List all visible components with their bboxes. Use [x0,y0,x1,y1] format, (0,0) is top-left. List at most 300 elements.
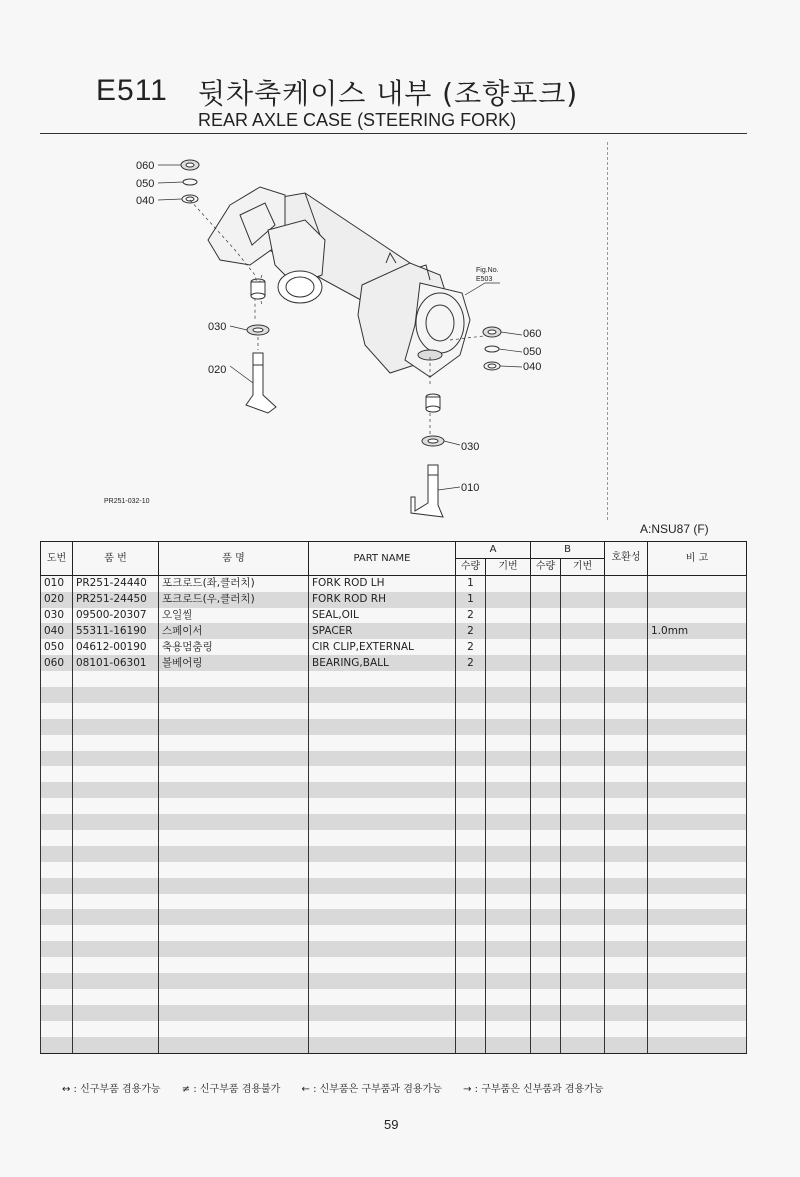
legend-item: ↔ : 신구부품 겸용가능 [62,1084,161,1095]
cell-base-a [486,846,531,862]
cell-qty-b [531,766,561,782]
cell-no: 010 [41,575,73,591]
cell-compat [605,814,648,830]
cell-qty-a [456,846,486,862]
cell-no [41,973,73,989]
cell-qty-b [531,687,561,703]
cell-remark [648,878,747,894]
cell-base-b [561,798,605,814]
cell-base-a [486,957,531,973]
cell-base-b [561,830,605,846]
cell-qty-b [531,862,561,878]
cell-no: 040 [41,623,73,639]
cell-part-no [73,878,159,894]
cell-part-no: 55311-16190 [73,623,159,639]
cell-name-kr [159,830,309,846]
cell-base-a [486,1037,531,1053]
cell-remark [648,909,747,925]
cell-compat [605,782,648,798]
cell-name-en [309,703,456,719]
cell-name-kr [159,1005,309,1021]
cell-part-no [73,862,159,878]
cell-remark [648,735,747,751]
exploded-diagram [90,145,610,520]
cell-base-b [561,655,605,671]
cell-no [41,1037,73,1053]
cell-part-no [73,909,159,925]
cell-base-a [486,973,531,989]
cell-base-a [486,909,531,925]
cell-qty-b [531,798,561,814]
cell-no: 060 [41,655,73,671]
cell-part-no [73,894,159,910]
header-a: A [456,542,531,559]
cell-name-en [309,925,456,941]
cell-base-b [561,1005,605,1021]
callout-040-right: 040 [523,361,542,373]
cell-qty-a [456,1021,486,1037]
cell-qty-a [456,735,486,751]
cell-base-a [486,766,531,782]
cell-base-b [561,608,605,624]
cell-qty-b [531,973,561,989]
cell-name-kr: 포크로드(우,클러치) [159,592,309,608]
cell-name-kr [159,671,309,687]
cell-remark [648,1021,747,1037]
cell-part-no [73,957,159,973]
cell-base-b [561,751,605,767]
cell-remark: 1.0mm [648,623,747,639]
cell-qty-a [456,766,486,782]
cell-remark [648,1005,747,1021]
cell-qty-b [531,782,561,798]
cell-base-a [486,671,531,687]
cell-remark [648,671,747,687]
cell-remark [648,862,747,878]
cell-name-en [309,846,456,862]
cell-name-kr [159,862,309,878]
cell-qty-a [456,989,486,1005]
cell-base-a [486,941,531,957]
cell-no [41,1021,73,1037]
cell-remark [648,719,747,735]
legend-item: → : 구부품은 신부품과 겸용가능 [463,1084,604,1095]
cell-qty-b [531,592,561,608]
cell-remark [648,703,747,719]
callout-060-left: 060 [136,160,155,172]
cell-name-kr [159,735,309,751]
table-row [41,862,747,878]
callout-040-left: 040 [136,195,155,207]
cell-name-kr [159,973,309,989]
cell-name-en [309,687,456,703]
callout-010: 010 [461,482,480,494]
table-row [41,798,747,814]
cell-name-en [309,798,456,814]
cell-qty-a: 1 [456,575,486,591]
cell-compat [605,751,648,767]
cell-no [41,719,73,735]
callout-030-left: 030 [208,321,227,333]
cell-qty-a [456,1005,486,1021]
cell-base-b [561,687,605,703]
cell-qty-a [456,941,486,957]
cell-qty-b [531,989,561,1005]
cell-base-a [486,575,531,591]
cell-compat [605,1037,648,1053]
header-name-kr: 품 명 [159,542,309,576]
header-compat: 호환성 [605,542,648,576]
cell-base-a [486,592,531,608]
cell-qty-a [456,830,486,846]
cell-remark [648,925,747,941]
callout-030-right: 030 [461,441,480,453]
cell-name-kr [159,878,309,894]
cell-compat [605,639,648,655]
cell-qty-a: 1 [456,592,486,608]
table-row [41,623,747,639]
cell-base-b [561,592,605,608]
cell-compat [605,1021,648,1037]
cell-compat [605,703,648,719]
cell-qty-b [531,719,561,735]
table-row [41,894,747,910]
cell-base-b [561,735,605,751]
cell-remark [648,973,747,989]
cell-part-no [73,687,159,703]
cell-no [41,894,73,910]
cell-qty-a [456,687,486,703]
cell-qty-a: 2 [456,655,486,671]
cell-base-a [486,830,531,846]
cell-qty-b [531,735,561,751]
cell-name-kr: 오일씰 [159,608,309,624]
cell-compat [605,941,648,957]
cell-no [41,814,73,830]
cell-base-b [561,719,605,735]
cell-compat [605,798,648,814]
header-remark: 비 고 [648,542,747,576]
cell-qty-b [531,1037,561,1053]
cell-no [41,830,73,846]
title-korean: 뒷차축케이스 내부 (조향포크) [198,77,579,110]
cell-base-a [486,814,531,830]
cell-qty-b [531,846,561,862]
table-row [41,639,747,655]
cell-name-kr [159,1021,309,1037]
table-row [41,782,747,798]
cell-qty-a: 2 [456,639,486,655]
cell-base-a [486,894,531,910]
cell-name-kr: 스페이서 [159,623,309,639]
cell-no: 050 [41,639,73,655]
compatibility-legend [62,1080,622,1095]
cell-name-kr: 포크로드(좌,클러치) [159,575,309,591]
cell-name-kr: 볼베어링 [159,655,309,671]
cell-no [41,687,73,703]
cell-remark [648,830,747,846]
cell-name-kr [159,925,309,941]
cell-name-en: FORK ROD RH [309,592,456,608]
header-part-no: 품 번 [73,542,159,576]
cell-name-en [309,766,456,782]
cell-qty-b [531,814,561,830]
table-row [41,575,747,591]
cell-part-no [73,798,159,814]
cell-remark [648,846,747,862]
cell-part-no [73,846,159,862]
cell-compat [605,687,648,703]
cell-part-no [73,989,159,1005]
cell-name-en [309,862,456,878]
cell-name-en: CIR CLIP,EXTERNAL [309,639,456,655]
cell-name-kr [159,957,309,973]
cell-remark [648,957,747,973]
table-row [41,592,747,608]
cell-base-a [486,623,531,639]
cell-compat [605,878,648,894]
cell-name-en [309,719,456,735]
cell-qty-a: 2 [456,608,486,624]
header-b-base: 기번 [561,558,605,575]
cell-qty-a [456,973,486,989]
table-row [41,846,747,862]
cell-name-en: FORK ROD LH [309,575,456,591]
cell-no [41,782,73,798]
cell-remark [648,592,747,608]
cell-base-b [561,782,605,798]
cell-qty-a [456,814,486,830]
cell-base-b [561,623,605,639]
cell-no: 030 [41,608,73,624]
cell-qty-b [531,671,561,687]
cell-part-no: 04612-00190 [73,639,159,655]
cell-name-en [309,989,456,1005]
cell-base-b [561,575,605,591]
cell-part-no [73,735,159,751]
cell-base-a [486,1005,531,1021]
cell-name-en [309,1021,456,1037]
cell-part-no [73,973,159,989]
cell-no [41,909,73,925]
cell-qty-b [531,957,561,973]
cell-qty-b [531,941,561,957]
cell-part-no: PR251-24450 [73,592,159,608]
cell-remark [648,782,747,798]
cell-name-en [309,1005,456,1021]
cell-qty-b [531,1005,561,1021]
cell-base-b [561,1021,605,1037]
cell-part-no [73,782,159,798]
cell-qty-b [531,623,561,639]
cell-base-b [561,973,605,989]
header-a-base: 기번 [486,558,531,575]
table-row [41,719,747,735]
cell-compat [605,608,648,624]
cell-compat [605,575,648,591]
cell-name-kr [159,846,309,862]
cell-base-b [561,862,605,878]
cell-qty-a [456,671,486,687]
cell-qty-a [456,957,486,973]
cell-part-no [73,1037,159,1053]
cell-compat [605,735,648,751]
cell-base-b [561,925,605,941]
section-code: E511 [96,74,168,107]
table-row [41,735,747,751]
cell-part-no: 08101-06301 [73,655,159,671]
legend-item: ≠ : 신구부품 겸용불가 [181,1084,281,1095]
cell-part-no: 09500-20307 [73,608,159,624]
cell-remark [648,575,747,591]
cell-base-b [561,989,605,1005]
cell-qty-a [456,703,486,719]
cell-compat [605,989,648,1005]
cell-base-a [486,878,531,894]
cell-name-kr [159,798,309,814]
cell-no [41,989,73,1005]
table-row [41,766,747,782]
cell-no [41,862,73,878]
table-row [41,925,747,941]
header-no: 도번 [41,542,73,576]
cell-compat [605,846,648,862]
header-a-qty: 수량 [456,558,486,575]
table-row [41,671,747,687]
cell-compat [605,862,648,878]
cell-base-b [561,1037,605,1053]
cell-part-no [73,719,159,735]
cell-name-en [309,894,456,910]
cell-base-a [486,925,531,941]
cell-base-a [486,655,531,671]
cell-remark [648,1037,747,1053]
cell-qty-a [456,894,486,910]
parts-table [40,541,747,1054]
table-row [41,608,747,624]
table-row [41,989,747,1005]
cell-remark [648,989,747,1005]
cell-compat [605,671,648,687]
cell-compat [605,894,648,910]
cell-name-kr [159,1037,309,1053]
cell-part-no [73,766,159,782]
cell-base-b [561,846,605,862]
cell-qty-b [531,703,561,719]
model-code: A:NSU87 (F) [640,522,709,536]
cell-compat [605,1005,648,1021]
cell-name-kr [159,703,309,719]
cell-name-kr [159,782,309,798]
cell-name-en [309,941,456,957]
cell-qty-a [456,878,486,894]
cell-name-en [309,878,456,894]
cell-compat [605,957,648,973]
cell-base-a [486,719,531,735]
cell-name-en: SPACER [309,623,456,639]
cell-part-no [73,925,159,941]
cell-qty-b [531,909,561,925]
legend-item: ← : 신부품은 구부품과 겸용가능 [301,1084,442,1095]
cell-name-en: SEAL,OIL [309,608,456,624]
cell-part-no [73,941,159,957]
cell-name-en [309,957,456,973]
cell-compat [605,973,648,989]
callout-050-right: 050 [523,346,542,358]
cell-qty-b [531,894,561,910]
cell-part-no [73,1005,159,1021]
header-b: B [531,542,605,559]
cell-no [41,798,73,814]
cell-remark [648,751,747,767]
cell-part-no [73,814,159,830]
cell-remark [648,814,747,830]
cell-compat [605,719,648,735]
table-row [41,687,747,703]
callout-050-left: 050 [136,178,155,190]
cell-qty-a [456,909,486,925]
cell-name-en [309,909,456,925]
cell-remark [648,639,747,655]
title-rule [40,133,747,134]
cell-base-a [486,703,531,719]
cell-qty-a [456,751,486,767]
cell-base-b [561,814,605,830]
cell-remark [648,941,747,957]
cell-base-a [486,608,531,624]
cell-name-kr [159,814,309,830]
cell-name-kr [159,909,309,925]
cell-name-en: BEARING,BALL [309,655,456,671]
page-number: 59 [384,1117,399,1132]
cell-base-a [486,782,531,798]
cell-base-a [486,735,531,751]
cell-base-a [486,862,531,878]
cell-compat [605,655,648,671]
table-row [41,751,747,767]
table-row [41,941,747,957]
cell-qty-b [531,830,561,846]
cell-name-kr [159,941,309,957]
cell-qty-b [531,925,561,941]
cell-remark [648,655,747,671]
cell-base-b [561,703,605,719]
cell-name-kr: 축용멈춤링 [159,639,309,655]
cell-qty-b [531,655,561,671]
cell-qty-a: 2 [456,623,486,639]
cell-no [41,878,73,894]
cell-compat [605,623,648,639]
cell-part-no: PR251-24440 [73,575,159,591]
table-row [41,703,747,719]
table-row [41,814,747,830]
table-row [41,957,747,973]
cell-qty-b [531,878,561,894]
table-header-row-1 [41,542,747,559]
cell-name-kr [159,894,309,910]
cell-base-b [561,909,605,925]
cell-name-en [309,814,456,830]
cell-part-no [73,703,159,719]
cell-base-b [561,894,605,910]
cell-part-no [73,830,159,846]
fig-ref: E503 [476,276,493,283]
cell-name-en [309,671,456,687]
cell-name-kr [159,687,309,703]
drawing-number: PR251-032-10 [104,498,150,505]
cell-no [41,703,73,719]
cell-part-no [73,671,159,687]
